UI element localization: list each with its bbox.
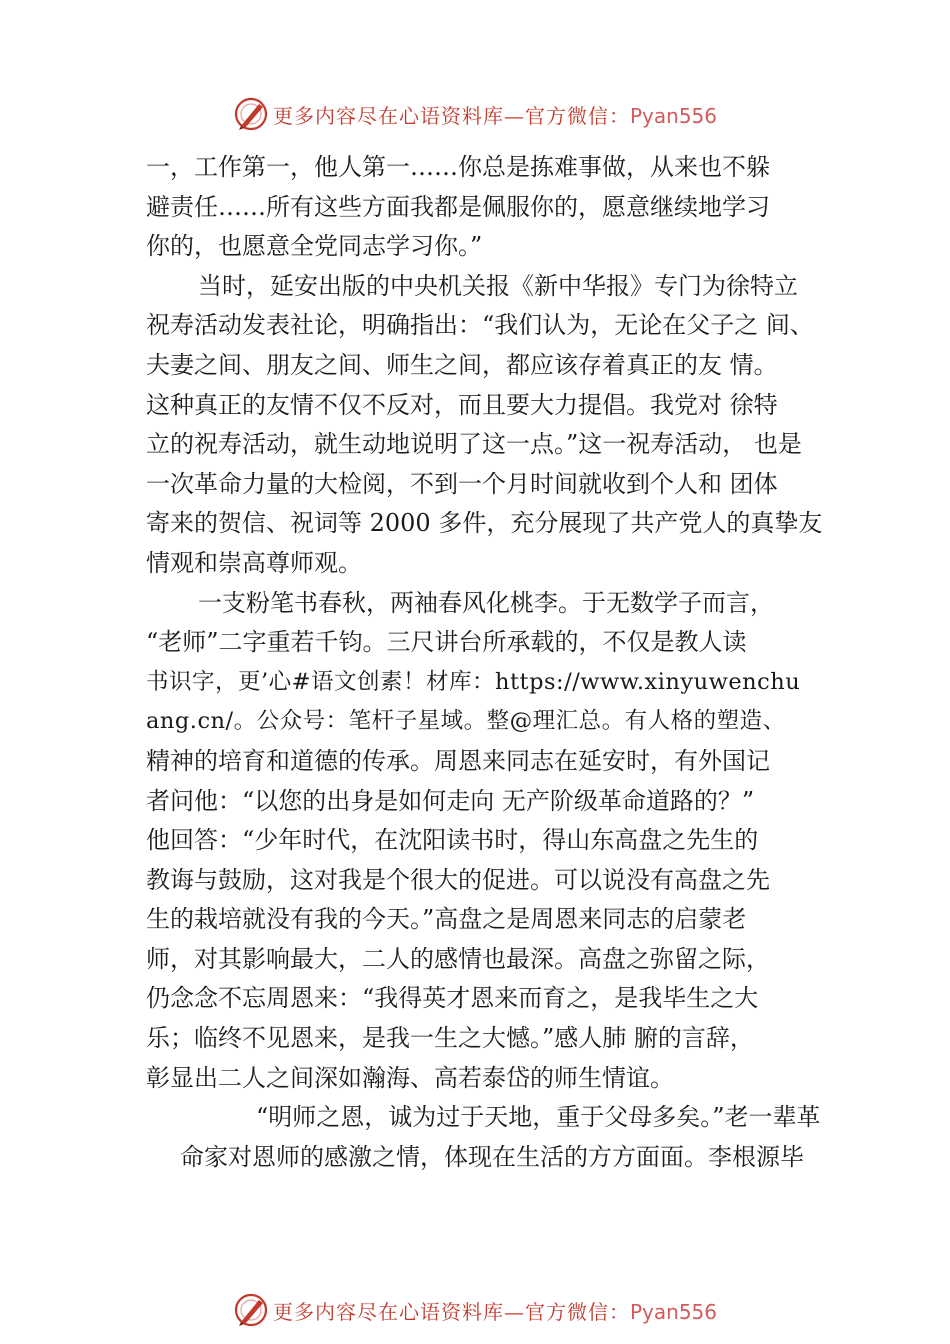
text-line: 者问他：“以您的出身是如何走向 无产阶级革命道路的？” — [146, 786, 755, 815]
text-line: 当时，延安出版的中央机关报《新中华报》专门为徐特立 — [198, 271, 798, 300]
text-line: 精神的培育和道德的传承。周恩来同志在延安时，有外国记 — [146, 746, 770, 775]
text-line: 师，对其影响最大，二人的感情也最深。高盘之弥留之际， — [146, 944, 770, 973]
pen-logo-icon — [233, 96, 269, 132]
text-line: ang.cn/。公众号：笔杆子星域。整@理汇总。有人格的塑造、 — [146, 708, 786, 735]
text-line: 一，工作第一，他人第一……你总是拣难事做，从来也不躲 — [146, 153, 770, 181]
text-line: 立的祝寿活动，就生动地说明了这一点。”这一祝寿活动， 也是 — [146, 430, 802, 459]
footer-banner — [0, 1290, 950, 1330]
text-line: 乐；临终不见恩来，是我一生之大憾。”感人肺 腑的言辞， — [146, 1024, 754, 1053]
text-line: 这种真正的友情不仅不反对，而且要大力提倡。我党对 徐特 — [146, 390, 778, 419]
text-line: 教诲与鼓励，这对我是个很大的促进。可以说没有高盘之先 — [146, 865, 770, 894]
text-line: 彰显出二人之间深如瀚海、高若泰岱的师生情谊。 — [146, 1063, 674, 1092]
banner-main-text: 更多内容尽在心语资料库—官方微信： — [272, 1299, 630, 1324]
pen-logo-icon — [233, 1292, 269, 1328]
banner-main-text: 更多内容尽在心语资料库—官方微信： — [272, 103, 630, 128]
text-line: 情观和崇高尊师观。 — [146, 548, 362, 577]
text-line: 一次革命力量的大检阅，不到一个月时间就收到个人和 团体 — [146, 469, 778, 498]
text-line: 祝寿活动发表社论，明确指出：“我们认为，无论在父子之 间、 — [146, 311, 814, 340]
banner-text — [273, 1296, 717, 1325]
document-body — [146, 148, 836, 1177]
text-line: 一支粉笔书春秋，两袖春风化桃李。于无数学子而言， — [198, 588, 774, 617]
text-line: 他回答：“少年时代，在沈阳读书时，得山东高盘之先生的 — [146, 826, 759, 855]
banner-text — [273, 100, 717, 129]
text-line: 避责任……所有这些方面我都是佩服你的，愿意继续地学习 — [146, 192, 770, 221]
header-banner — [0, 94, 950, 134]
text-line: 夫妻之间、朋友之间、师生之间，都应该存着真正的友 情。 — [146, 350, 778, 379]
text-line: “老师”二字重若千钧。三尺讲台所承载的，不仅是教人读 — [146, 628, 747, 657]
text-line: 你的，也愿意全党同志学习你。” — [146, 232, 483, 261]
text-line: 仍念念不忘周恩来：“我得英才恩来而育之，是我毕生之大 — [146, 984, 759, 1013]
text-line: 生的栽培就没有我的今天。”高盘之是周恩来同志的启蒙老 — [146, 905, 747, 934]
banner-wechat-id: Pyan556 — [629, 1299, 717, 1324]
text-line: “明师之恩，诚为过于天地，重于父母多矣。”老一辈革 — [256, 1103, 821, 1132]
text-line: 书识字，更’心#语文创素！材库：https://www.xinyuwenchu — [146, 668, 801, 695]
text-line: 命家对恩师的感激之情，体现在生活的方方面面。李根源毕 — [180, 1142, 804, 1171]
banner-wechat-id: Pyan556 — [629, 103, 717, 128]
text-line: 寄来的贺信、祝词等 2000 多件，充分展现了共产党人的真挚友 — [146, 509, 823, 538]
